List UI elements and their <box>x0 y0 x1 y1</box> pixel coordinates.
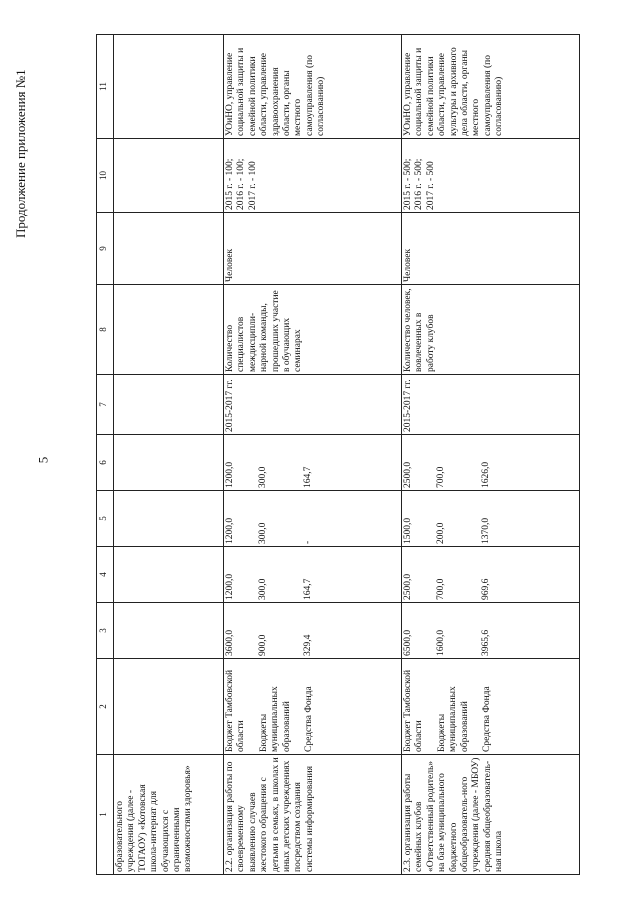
source-regional: Бюджет Тамбовской области <box>403 669 425 752</box>
col-header: 2 <box>97 659 114 755</box>
value: 1200,0 <box>225 573 235 600</box>
value: 164,7 <box>302 466 313 488</box>
header-row <box>97 35 114 875</box>
year-2015-cell <box>402 547 580 603</box>
value: 164,7 <box>302 578 313 600</box>
total-cell <box>114 603 224 659</box>
year-2016-cell <box>224 491 402 547</box>
program-table <box>96 34 580 875</box>
value: 1626,0 <box>480 461 491 488</box>
col-header: 1 <box>97 755 114 875</box>
source-municipal: Бюджеты муниципальных образований <box>258 686 292 752</box>
value: 700,0 <box>436 466 447 488</box>
executor-cell <box>114 35 224 139</box>
activity-cell: образовательного учреждения (далее - ТОГАОУ) «Котовская школа-интернат для обучающихся с ограниченными возможностями здоровья» <box>114 755 224 875</box>
source-cell <box>402 659 580 755</box>
indicator-cell: Количество специалистов междисципли-нарной команды, прошедших участие в обучающих семинарах <box>224 285 402 375</box>
value: 300,0 <box>258 578 269 600</box>
col-header: 3 <box>97 603 114 659</box>
total-cell <box>402 603 580 659</box>
value: 200,0 <box>436 522 447 544</box>
value: 1200,0 <box>225 517 235 544</box>
col-header: 4 <box>97 547 114 603</box>
target-cell <box>114 139 224 213</box>
page-number: 5 <box>35 456 51 464</box>
year-2017-cell <box>114 435 224 491</box>
source-fund: Средства Фонда <box>303 686 314 752</box>
source-regional: Бюджет Тамбовской области <box>225 669 247 752</box>
year-2017-cell <box>402 435 580 491</box>
value: 300,0 <box>258 466 269 488</box>
value: 900,0 <box>258 634 269 656</box>
unit-cell <box>114 213 224 285</box>
target-cell <box>402 139 580 213</box>
unit-cell: Человек <box>224 213 402 285</box>
period-cell: 2015-2017 гг. <box>402 375 580 435</box>
col-header: 11 <box>97 35 114 139</box>
source-cell <box>114 659 224 755</box>
value: 6500,0 <box>403 629 413 656</box>
value: 969,6 <box>480 578 491 600</box>
value: 300,0 <box>258 522 269 544</box>
year-2017-cell <box>224 435 402 491</box>
year-2015-cell <box>224 547 402 603</box>
target-cell <box>224 139 402 213</box>
executor-cell: УОиНО, управление социальной защиты и семейной политики области, управление культуры и архивного дела области, органы местного самоуправления (по согласованию) <box>402 35 580 139</box>
col-header: 6 <box>97 435 114 491</box>
source-fund: Средства Фонда <box>481 686 492 752</box>
year-2016-cell <box>402 491 580 547</box>
indicator-cell: Количество человек, вовлеченных в работу клубов <box>402 285 580 375</box>
rotated-table-sheet <box>96 35 606 875</box>
value: 3965,6 <box>480 629 491 656</box>
table-row <box>114 35 224 875</box>
col-header: 9 <box>97 213 114 285</box>
unit-cell: Человек <box>402 213 580 285</box>
activity-cell: 2.2. организация работы по своевременному выявлению случаев жестокого обращения с детьми в семьях, в школах и иных детских учреждениях посредством создания системы информирования <box>224 755 402 875</box>
total-cell <box>224 603 402 659</box>
value: 2500,0 <box>403 461 413 488</box>
target-value: 2017 г. - 500 <box>425 161 436 210</box>
value: 3600,0 <box>225 629 235 656</box>
value: 1370,0 <box>480 517 491 544</box>
target-value: 2016 г. - 500; <box>414 158 425 210</box>
activity-cell: 2.3. организация работы семейных клубов «Ответственный родитель» на базе муниципального бюджетного общеобразователь-ного учреждения (далее - МБОУ) средняя общеобразователь-ная школа <box>402 755 580 875</box>
value: 1500,0 <box>403 517 413 544</box>
value: 1600,0 <box>436 629 447 656</box>
col-header: 8 <box>97 285 114 375</box>
target-value: 2017 г. - 100 <box>247 161 258 210</box>
page-caption: Продолжение приложения №1 <box>13 69 28 238</box>
period-cell <box>114 375 224 435</box>
year-2015-cell <box>114 547 224 603</box>
table-row <box>224 35 402 875</box>
indicator-cell <box>114 285 224 375</box>
target-value: 2016 г. - 100; <box>236 158 247 210</box>
target-value: 2015 г. - 100; <box>225 158 235 210</box>
year-2016-cell <box>114 491 224 547</box>
col-header: 5 <box>97 491 114 547</box>
col-header: 10 <box>97 139 114 213</box>
period-cell: 2015-2017 гг. <box>224 375 402 435</box>
value: - <box>302 540 313 544</box>
value: 2500,0 <box>403 573 413 600</box>
value: 329,4 <box>302 634 313 656</box>
source-municipal: Бюджеты муниципальных образований <box>436 686 470 752</box>
source-cell <box>224 659 402 755</box>
col-header: 7 <box>97 375 114 435</box>
table-row <box>402 35 580 875</box>
value: 1200,0 <box>225 461 235 488</box>
executor-cell: УОиНО, управление социальной защиты и семейной политики области, управление здравоохранения области, органы местного самоуправления (по согласованию) <box>224 35 402 139</box>
target-value: 2015 г. - 500; <box>403 158 413 210</box>
value: 700,0 <box>436 578 447 600</box>
